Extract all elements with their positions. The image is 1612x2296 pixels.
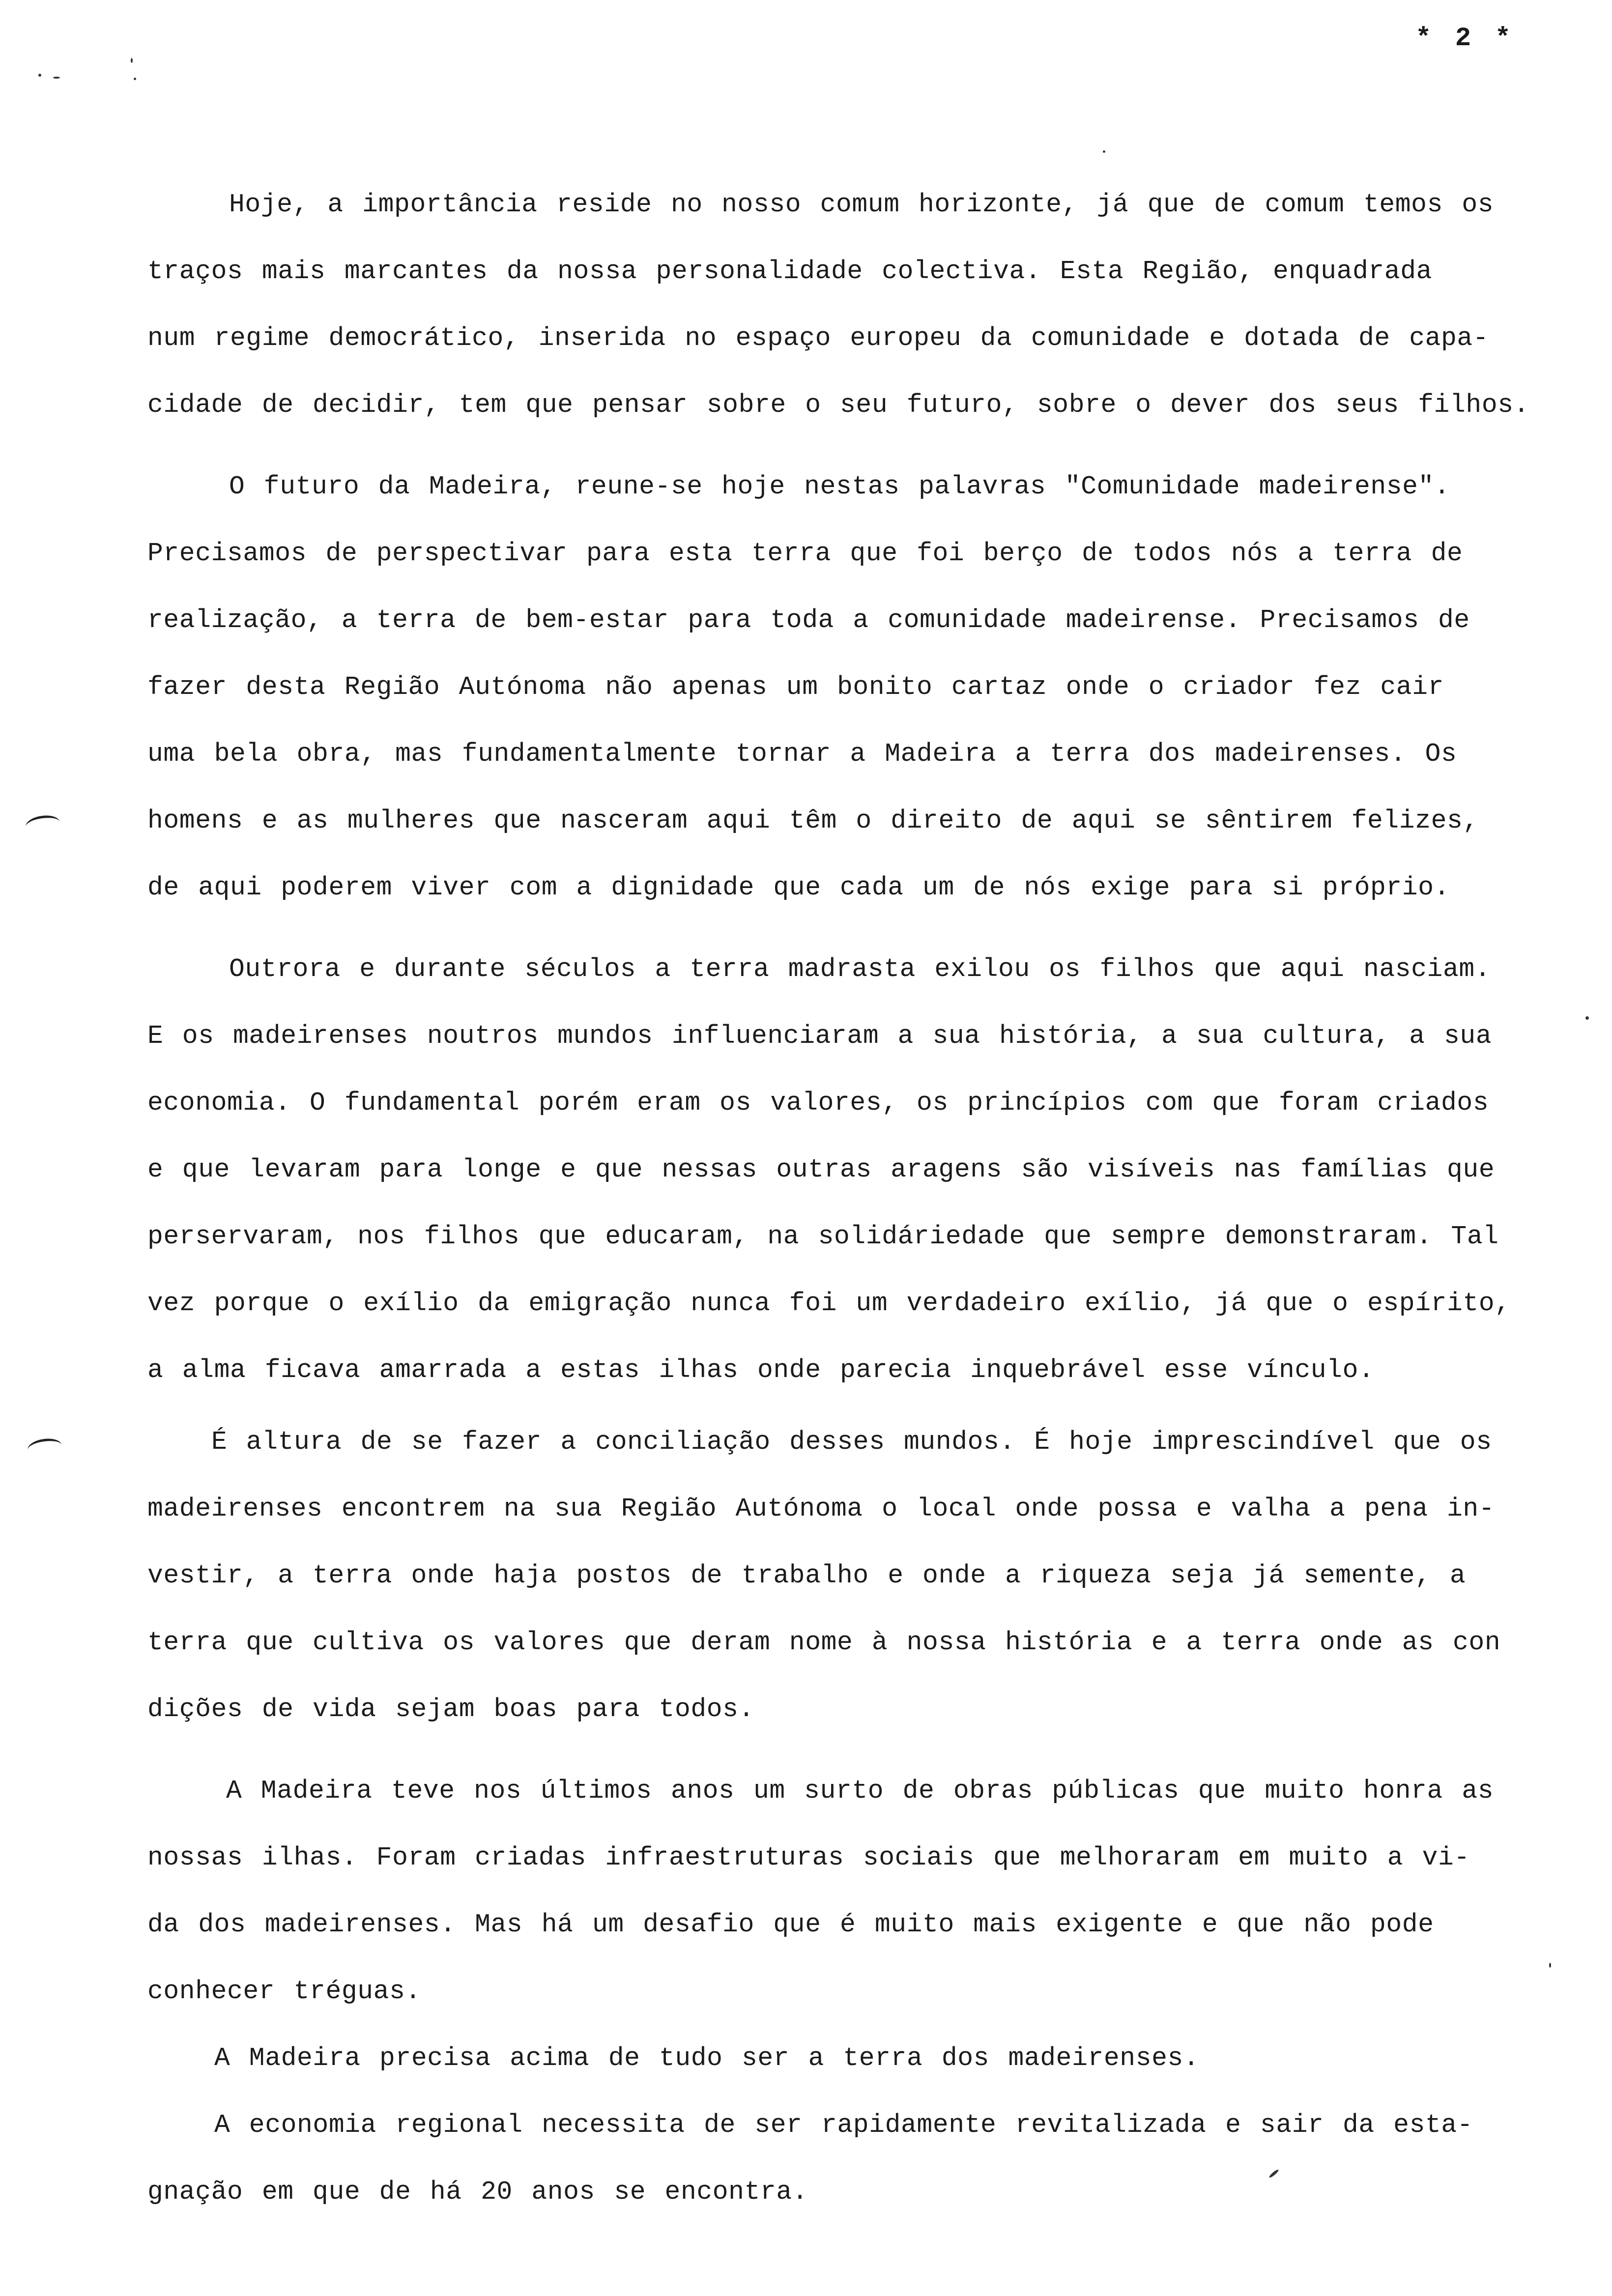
scan-speck: [1549, 1963, 1551, 1968]
text-line: homens e as mulheres que nasceram aqui têm o direito de aqui se sêntirem felizes,: [147, 806, 1479, 835]
text-line: num regime democrático, inserida no espaço europeu da comunidade e dotada de capa-: [147, 323, 1489, 353]
text-line: madeirenses encontrem na sua Região Autónoma o local onde possa e valha a pena in-: [147, 1494, 1495, 1523]
text-line: perservaram, nos filhos que educaram, na solidáriedade que sempre demonstraram. Tal: [147, 1222, 1499, 1251]
text-line: uma bela obra, mas fundamentalmente tornar a Madeira a terra dos madeirenses. Os: [147, 739, 1457, 769]
text-line: A economia regional necessita de ser rapidamente revitalizada e sair da esta-: [214, 2110, 1473, 2140]
text-line: e que levaram para longe e que nessas outras aragens são visíveis nas famílias que: [147, 1155, 1495, 1184]
text-line: dições de vida sejam boas para todos.: [147, 1694, 754, 1724]
text-line: cidade de decidir, tem que pensar sobre o seu futuro, sobre o dever dos seus filhos.: [147, 390, 1530, 420]
text-line: conhecer tréguas.: [147, 1977, 421, 2006]
scan-speck: [1268, 2169, 1279, 2179]
text-line: economia. O fundamental porém eram os valores, os princípios com que foram criados: [147, 1088, 1489, 1118]
page-number: * 2 *: [1415, 24, 1515, 54]
text-line: vez porque o exílio da emigração nunca foi um verdadeiro exílio, já que o espírito,: [147, 1289, 1511, 1318]
text-line: É altura de se fazer a conciliação desses mundos. É hoje imprescindível que os: [211, 1427, 1492, 1457]
text-line: Hoje, a importância reside no nosso comum horizonte, já que de comum temos os: [229, 190, 1494, 219]
text-line: da dos madeirenses. Mas há um desafio que é muito mais exigente e que não pode: [147, 1910, 1434, 1939]
text-line: A Madeira teve nos últimos anos um surto de obras públicas que muito honra as: [226, 1776, 1494, 1806]
scan-speck: [134, 78, 136, 80]
text-line: gnação em que de há 20 anos se encontra.: [147, 2177, 808, 2207]
scan-speck: [38, 74, 41, 77]
scan-speck: [1103, 150, 1105, 153]
text-line: a alma ficava amarrada a estas ilhas onde parecia inquebrável esse vínculo.: [147, 1355, 1375, 1385]
text-line: Outrora e durante séculos a terra madrasta exilou os filhos que aqui nasciam.: [229, 954, 1491, 984]
text-line: Precisamos de perspectivar para esta terra que foi berço de todos nós a terra de: [147, 539, 1463, 568]
text-line: O futuro da Madeira, reune-se hoje nestas palavras "Comunidade madeirense".: [229, 472, 1450, 501]
text-line: de aqui poderem viver com a dignidade que cada um de nós exige para si próprio.: [147, 873, 1450, 902]
text-line: E os madeirenses noutros mundos influenciaram a sua história, a sua cultura, a sua: [147, 1021, 1492, 1051]
text-line: nossas ilhas. Foram criadas infraestruturas sociais que melhoraram em muito a vi-: [147, 1843, 1470, 1872]
text-line: terra que cultiva os valores que deram nome à nossa história e a terra onde as con: [147, 1628, 1501, 1657]
text-line: vestir, a terra onde haja postos de trabalho e onde a riqueza seja já semente, a: [147, 1561, 1466, 1590]
margin-mark: [25, 813, 61, 835]
text-line: realização, a terra de bem-estar para toda a comunidade madeirense. Precisamos de: [147, 605, 1470, 635]
margin-mark: [27, 1436, 63, 1458]
scan-speck: [131, 58, 133, 63]
scan-speck: [1585, 1016, 1589, 1020]
text-line: traços mais marcantes da nossa personalidade colectiva. Esta Região, enquadrada: [147, 257, 1433, 286]
text-line: fazer desta Região Autónoma não apenas um bonito cartaz onde o criador fez cair: [147, 672, 1444, 702]
text-line: A Madeira precisa acima de tudo ser a terra dos madeirenses.: [214, 2043, 1200, 2073]
scan-speck: [53, 77, 60, 79]
